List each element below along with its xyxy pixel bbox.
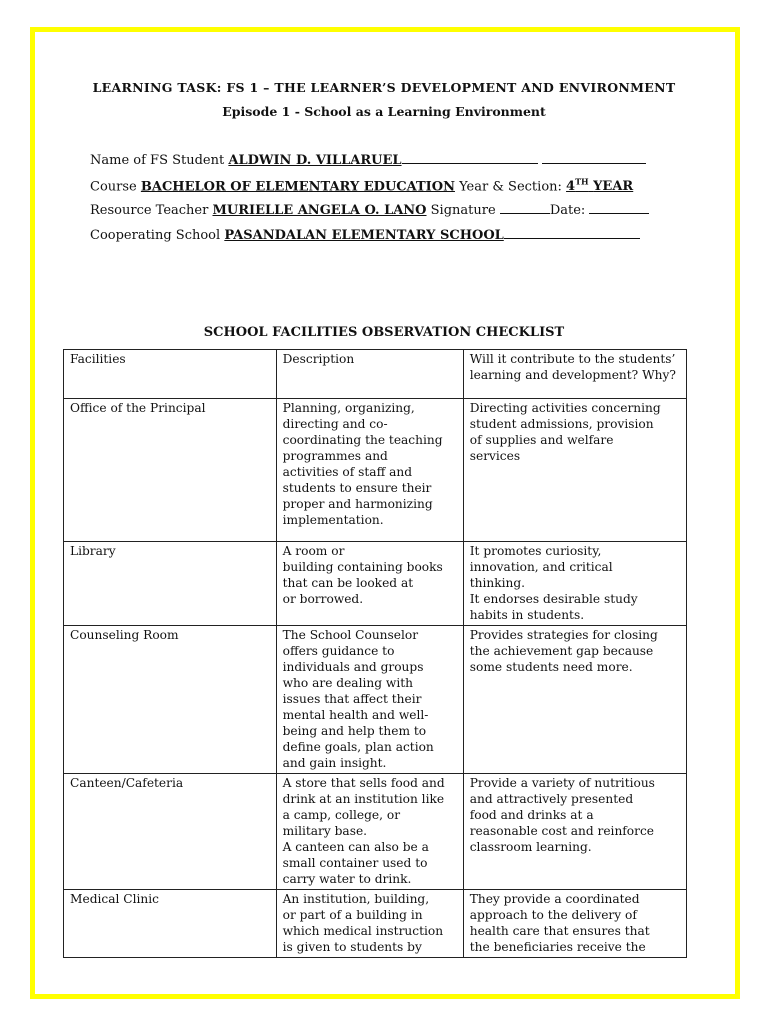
cell-line: individuals and groups (282, 660, 424, 674)
facilities-table (63, 349, 687, 958)
cell-line: the beneficiaries receive the (469, 940, 646, 954)
description-cell (276, 542, 463, 626)
cell-line: who are dealing with (282, 676, 413, 690)
episode-subtitle: Episode 1 - School as a Learning Environment (222, 104, 546, 119)
course-value: BACHELOR OF ELEMENTARY EDUCATION (140, 179, 455, 195)
cell-line: Provides strategies for closing (469, 628, 658, 642)
facility-cell: Counseling Room (64, 626, 277, 774)
school-blank (504, 227, 640, 239)
cell-line: activities of staff and (282, 465, 413, 479)
contribution-cell (463, 542, 686, 626)
teacher-label: Resource Teacher (90, 203, 209, 218)
cell-line: A room or (282, 544, 345, 558)
facility-cell: Medical Clinic (64, 890, 277, 958)
cell-line: thinking. (469, 576, 526, 590)
school-value: PASANDALAN ELEMENTARY SCHOOL (224, 228, 504, 243)
cell-line: and gain insight. (282, 756, 387, 770)
course-line (90, 177, 633, 194)
teacher-value: MURIELLE ANGELA O. LANO (212, 203, 427, 218)
cell-line: implementation. (282, 513, 384, 527)
cell-line: or part of a building in (282, 908, 423, 922)
table-row (64, 542, 687, 626)
cell-line: drink at an institution like (282, 792, 445, 806)
date-blank (589, 202, 649, 214)
cell-line: coordinating the teaching (282, 433, 443, 447)
signature-blank (500, 202, 550, 214)
description-cell (276, 890, 463, 958)
table-row (64, 774, 687, 890)
cell-line: approach to the delivery of (469, 908, 637, 922)
student-value: ALDWIN D. VILLARUEL (228, 153, 402, 168)
cell-line: of supplies and welfare (469, 433, 614, 447)
page-title: LEARNING TASK: FS 1 – THE LEARNER’S DEVELOPMENT AND ENVIRONMENT (92, 80, 676, 95)
cell-line: issues that affect their (282, 692, 422, 706)
cell-line: health care that ensures that (469, 924, 650, 938)
cell-line: innovation, and critical (469, 560, 613, 574)
cell-line: mental health and well- (282, 708, 429, 722)
cell-line: directing and co- (282, 417, 388, 431)
student-name-line (90, 152, 646, 168)
cell-line: A store that sells food and (282, 776, 445, 790)
cell-line: some students need more. (469, 660, 633, 674)
year-value: 4TH YEAR (566, 177, 634, 195)
student-label: Name of FS Student (90, 153, 225, 168)
facility-cell: Canteen/Cafeteria (64, 774, 277, 890)
header-description: Description (276, 350, 463, 399)
cell-line: classroom learning. (469, 840, 592, 854)
cell-line: a camp, college, or (282, 808, 401, 822)
year-label: Year & Section: (459, 179, 562, 195)
cell-line: habits in students. (469, 608, 585, 622)
cell-line: carry water to drink. (282, 872, 412, 886)
table-row (64, 890, 687, 958)
cell-line: students to ensure their (282, 481, 432, 495)
cell-line: and attractively presented (469, 792, 634, 806)
checklist-title: SCHOOL FACILITIES OBSERVATION CHECKLIST (203, 325, 565, 340)
teacher-line (90, 202, 649, 218)
cell-line: It endorses desirable study (469, 592, 638, 606)
cell-line: military base. (282, 824, 368, 838)
school-label: Cooperating School (90, 228, 221, 243)
cell-line: food and drinks at a (469, 808, 594, 822)
contribution-cell (463, 774, 686, 890)
cell-line: They provide a coordinated (469, 892, 640, 906)
cell-line: The School Counselor (282, 628, 419, 642)
cell-line: A canteen can also be a (282, 840, 429, 854)
cell-line: small container used to (282, 856, 428, 870)
cell-line: student admissions, provision (469, 417, 654, 431)
cell-line: Provide a variety of nutritious (469, 776, 655, 790)
student-name-blank (402, 152, 538, 164)
cell-line: programmes and (282, 449, 388, 463)
cell-line: which medical instruction (282, 924, 444, 938)
cell-line: reasonable cost and reinforce (469, 824, 655, 838)
cell-line: that can be looked at (282, 576, 414, 590)
table-header-row (64, 350, 687, 399)
table-row (64, 399, 687, 542)
date-label: Date: (549, 203, 586, 218)
school-line (90, 227, 640, 243)
cell-line: services (469, 449, 521, 463)
header-facilities: Facilities (64, 350, 277, 399)
cell-line: being and help them to (282, 724, 427, 738)
description-cell (276, 399, 463, 542)
cell-line: building containing books (282, 560, 443, 574)
cell-line: the achievement gap because (469, 644, 654, 658)
contribution-cell (463, 626, 686, 774)
student-extra-blank (542, 152, 646, 164)
facility-cell: Library (64, 542, 277, 626)
contribution-cell (463, 890, 686, 958)
table-row (64, 626, 687, 774)
signature-label: Signature (430, 203, 496, 218)
cell-line: proper and harmonizing (282, 497, 433, 511)
course-label: Course (90, 179, 137, 195)
cell-line: Planning, organizing, (282, 401, 415, 415)
facility-cell: Office of the Principal (64, 399, 277, 542)
description-cell (276, 626, 463, 774)
cell-line: Directing activities concerning (469, 401, 661, 415)
cell-line: It promotes curiosity, (469, 544, 602, 558)
header-contribution: Will it contribute to the students’ learning and development? Why? (463, 350, 686, 399)
cell-line: is given to students by (282, 940, 422, 954)
cell-line: or borrowed. (282, 592, 364, 606)
cell-line: offers guidance to (282, 644, 395, 658)
cell-line: An institution, building, (282, 892, 430, 906)
cell-line: define goals, plan action (282, 740, 434, 754)
description-cell (276, 774, 463, 890)
contribution-cell (463, 399, 686, 542)
